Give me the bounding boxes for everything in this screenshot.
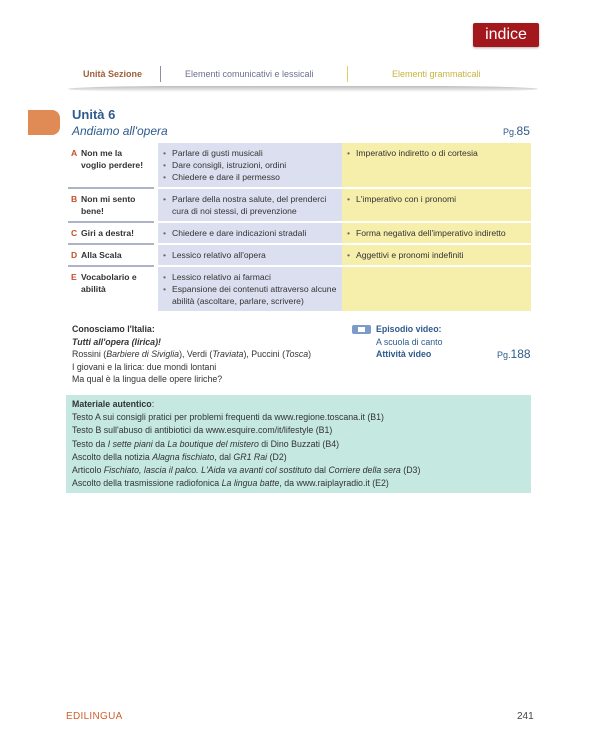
- section-letter: C: [71, 228, 78, 238]
- text-fragment: Alagna fischiato: [152, 451, 215, 462]
- unit-table: [68, 143, 531, 313]
- materiale-item: [72, 477, 525, 490]
- text-fragment: Fischiato, lascia il palco. L'Aida va avanti col sostituto: [103, 465, 312, 476]
- text-fragment: ): [308, 349, 312, 359]
- section-cell[interactable]: [68, 244, 156, 266]
- bullet-item: • Forma negativa dell'imperativo indiretto: [347, 227, 526, 239]
- text-fragment: di Dino Buzzati (B4): [258, 438, 340, 449]
- conosciamo-heading: Conosciamo l'Italia:: [72, 324, 155, 334]
- text-fragment: Testo da: [72, 438, 108, 449]
- section-letter: B: [71, 194, 78, 204]
- text-fragment: (D2): [267, 451, 287, 462]
- text-fragment: Ascolto della notizia: [72, 451, 153, 462]
- materiale-item: [72, 411, 525, 424]
- section-letter: E: [71, 272, 77, 282]
- section-letter: A: [71, 148, 78, 158]
- header-divider: [347, 66, 348, 82]
- text-fragment: La lingua batte: [221, 478, 280, 489]
- text-fragment: , da www.raiplayradio.it (E2): [279, 478, 389, 489]
- bullet-item: • L'imperativo con i pronomi: [347, 193, 526, 205]
- grammar-cell: [342, 188, 531, 222]
- text-fragment: Testo B sull'abuso di antibiotici da www.esquire.com/it/lifestyle (B1): [72, 425, 333, 436]
- table-row: [68, 244, 531, 266]
- text-fragment: La boutique del mistero: [167, 438, 259, 449]
- text-fragment: Traviata: [212, 349, 244, 359]
- text-fragment: Articolo: [72, 465, 104, 476]
- unit-subtitle: Andiamo all'opera: [72, 124, 168, 138]
- communicative-cell: [156, 266, 342, 312]
- bullet-item: • Parlare della nostra salute, del prenderci cura di noi stessi, di prevenzione: [163, 193, 337, 217]
- bullet-item: • Imperativo indiretto o di cortesia: [347, 147, 526, 159]
- bullet-item: • Aggettivi e pronomi indefiniti: [347, 249, 526, 261]
- table-row: [68, 222, 531, 244]
- materiale-item: [72, 451, 525, 464]
- bullet-item: • Espansione dei contenuti attraverso alcune abilità (ascoltare, parlare, scrivere): [163, 283, 337, 307]
- section-title: Alla Scala: [81, 250, 122, 260]
- text-fragment: dal: [311, 465, 329, 476]
- section-cell[interactable]: [68, 188, 156, 222]
- section-title: Vocabolario e abilità: [81, 272, 137, 294]
- video-activity: Attività video: [376, 349, 432, 359]
- section-title: Non me la voglio perdere!: [81, 148, 144, 170]
- conosciamo-line: Ma qual è la lingua delle opere liriche?: [72, 374, 223, 384]
- text-fragment: Tosca: [285, 349, 309, 359]
- unit-page-ref[interactable]: [503, 124, 530, 138]
- header-unit-section: Unità Sezione: [83, 69, 143, 79]
- unit-title: Unità 6: [72, 107, 116, 122]
- edilingua-logo: EDILINGUA: [66, 711, 123, 722]
- section-cell[interactable]: [68, 143, 156, 188]
- communicative-cell: [156, 143, 342, 188]
- materiale-autentico-box: Materiale autentico: Testo A sui consigli pratici per problemi frequenti da www.regione.toscana.it (B1) Testo B sull'abuso di antibiotici da www.esquire.com/it/lifestyle (B1) Testo da I sette piani da La boutique del mistero di Dino Buzzati (B4) Ascolto della notizia Alagna fischiato, dal GR1 Rai (D2) Articolo Fischiato, lascia il palco. L'Aida va avanti col sostituto dal Corriere della sera (D3) Ascolto della trasmissione radiofonica La lingua batte, da www.raiplayradio.it (E2): [66, 395, 531, 493]
- section-letter: D: [71, 250, 78, 260]
- text-fragment: Rossini (: [72, 349, 107, 359]
- text-fragment: , dal: [214, 451, 234, 462]
- page-number: 241: [517, 711, 534, 722]
- bullet-item: • Chiedere e dare indicazioni stradali: [163, 227, 337, 239]
- bullet-item: • Chiedere e dare il permesso: [163, 171, 337, 183]
- text-fragment: Barbiere di Siviglia: [106, 349, 180, 359]
- page-prefix: Pg.: [503, 127, 517, 137]
- unit-tab-marker: [28, 110, 60, 135]
- section-cell[interactable]: [68, 222, 156, 244]
- index-button[interactable]: indice: [473, 23, 539, 47]
- video-title: A scuola di canto: [376, 336, 443, 347]
- video-play-icon[interactable]: [352, 325, 371, 334]
- video-label: Episodio video:: [376, 324, 442, 334]
- bullet-item: • Lessico relativo all'opera: [163, 249, 337, 261]
- bullet-item: • Parlare di gusti musicali: [163, 147, 337, 159]
- communicative-cell: [156, 244, 342, 266]
- table-row: [68, 266, 531, 312]
- text-fragment: Corriere della sera: [328, 465, 401, 476]
- materiale-heading: Materiale autentico: [72, 399, 152, 409]
- grammar-cell: [342, 244, 531, 266]
- conosciamo-line: I giovani e la lirica: due mondi lontani: [72, 361, 217, 372]
- text-fragment: Testo A sui consigli pratici per problemi frequenti da www.regione.toscana.it (B1): [72, 412, 384, 423]
- video-page-ref[interactable]: [497, 347, 531, 361]
- materiale-item: [72, 424, 525, 437]
- video-section[interactable]: [353, 323, 443, 361]
- grammar-cell: [342, 143, 531, 188]
- text-fragment: I sette piani: [107, 438, 153, 449]
- bullet-item: • Dare consigli, istruzioni, ordini: [163, 159, 337, 171]
- communicative-cell: [156, 188, 342, 222]
- page-number: 188: [510, 347, 531, 361]
- conosciamo-section: [72, 323, 311, 386]
- materiale-item: [72, 464, 525, 477]
- header-divider: [160, 66, 161, 82]
- communicative-cell: [156, 222, 342, 244]
- section-cell[interactable]: [68, 266, 156, 312]
- conosciamo-subtitle: Tutti all'opera (lirica)!: [72, 336, 161, 347]
- table-row: [68, 188, 531, 222]
- header-shadow: [68, 86, 538, 92]
- conosciamo-line: [72, 348, 311, 361]
- page-prefix: Pg.: [497, 350, 511, 360]
- header-grammar: Elementi grammaticali: [392, 69, 481, 79]
- text-fragment: da: [152, 438, 168, 449]
- bullet-item: • Lessico relativo ai farmaci: [163, 271, 337, 283]
- text-fragment: GR1 Rai: [233, 451, 268, 462]
- table-row: [68, 143, 531, 188]
- text-fragment: ), Verdi (: [179, 349, 213, 359]
- text-fragment: ), Puccini (: [243, 349, 286, 359]
- grammar-cell: [342, 266, 531, 312]
- text-fragment: Ascolto della trasmissione radiofonica: [72, 478, 222, 489]
- section-title: Giri a destra!: [81, 228, 135, 238]
- materiale-item: [72, 438, 525, 451]
- header-communicative: Elementi comunicativi e lessicali: [185, 69, 314, 79]
- text-fragment: (D3): [400, 465, 421, 476]
- section-title: Non mi sento bene!: [81, 194, 136, 216]
- page-number: 85: [516, 124, 530, 138]
- grammar-cell: [342, 222, 531, 244]
